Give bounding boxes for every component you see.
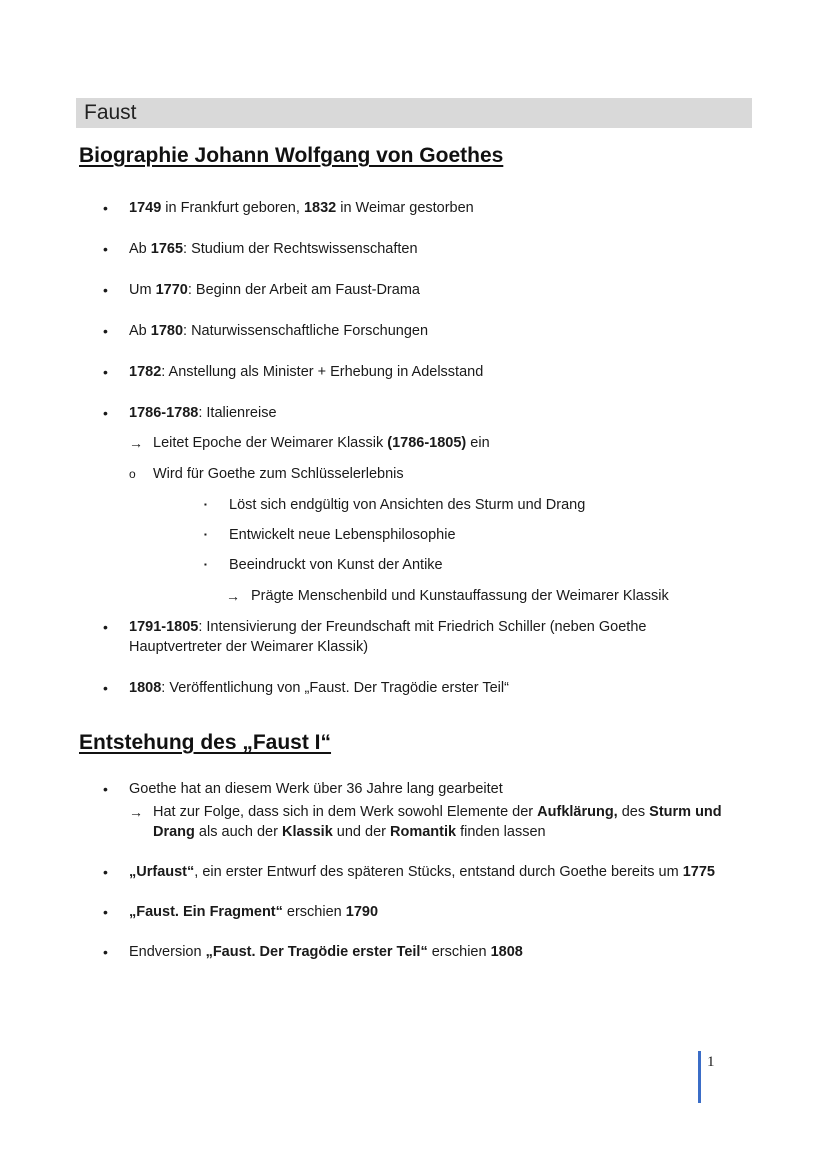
bullet-icon: •	[103, 944, 108, 960]
bullet-icon: •	[103, 864, 108, 880]
bullet-icon: •	[103, 619, 108, 635]
document-page: Faust Biographie Johann Wolfgang von Goethes • 1749 in Frankfurt geboren, 1832 in Weimar gestorben • Ab 1765: Studium der Rechtswissenschaften • Um 1770: Beginn der Arbeit am Faust-Drama • Ab 1780: Naturwissenschaftliche Forschungen • 1782: Anstellung als Minister + Erhebung in Adelsstand • 1786-1788: Italienreise → Leitet Epoche der Weimarer Klassik (1786-1805) ein o Wird für Goethe zum Schlüsselerlebnis ▪ Löst sich endgültig von Ansichten des Sturm und Drang ▪ Entwickelt neue Lebensphilosophie ▪ Beeindruckt von Kunst der Antike → Prägte Menschenbild und Kunstauffassung der Weimarer Klassik • 1791-1805: Intensivierung der Freundschaft mit Friedrich Schiller (neben Goethe Hauptvertreter der Weimarer Klassik) • 1808: Veröffentlichung von „Faust. Der Tragödie erster Teil“ Entstehung des „Faust I“ • Goethe hat an diesem Werk über 36 Jahre lang gearbeitet → Hat zur Folge, dass sich in dem Werk sowohl Elemente der Aufklärung, des Sturm und Drang als auch der Klassik und der Romantik finden lassen • „Urfaust“, ein erster Entwurf des späteren Stücks, entstand durch Goethe bereits um 1775 • „Faust. Ein Fragment“ erschien 1790 • Endversion „Faust. Der Tragödie erster Teil“ erschien 1808 1	[0, 0, 828, 1171]
page-number-rule	[698, 1051, 701, 1103]
circle-bullet-icon: o	[129, 467, 136, 481]
square-bullet-icon: ▪	[204, 560, 207, 569]
document-title: Faust	[84, 101, 137, 124]
page-number: 1	[707, 1054, 715, 1070]
square-bullet-icon: ▪	[204, 530, 207, 539]
arrow-right-icon: →	[226, 588, 240, 604]
arrow-right-icon: →	[129, 804, 143, 820]
heading-origin: Entstehung des „Faust I“	[79, 731, 332, 754]
bullet-icon: •	[103, 200, 108, 216]
arrow-right-icon: →	[129, 435, 143, 451]
bullet-icon: •	[103, 241, 108, 257]
bullet-icon: •	[103, 282, 108, 298]
bullet-icon: •	[103, 323, 108, 339]
heading-biography: Biographie Johann Wolfgang von Goethes	[79, 144, 504, 167]
bullet-icon: •	[103, 364, 108, 380]
bullet-icon: •	[103, 680, 108, 696]
bullet-icon: •	[103, 405, 108, 421]
title-bar	[76, 98, 752, 128]
bullet-icon: •	[103, 904, 108, 920]
square-bullet-icon: ▪	[204, 500, 207, 509]
bullet-icon: •	[103, 781, 108, 797]
